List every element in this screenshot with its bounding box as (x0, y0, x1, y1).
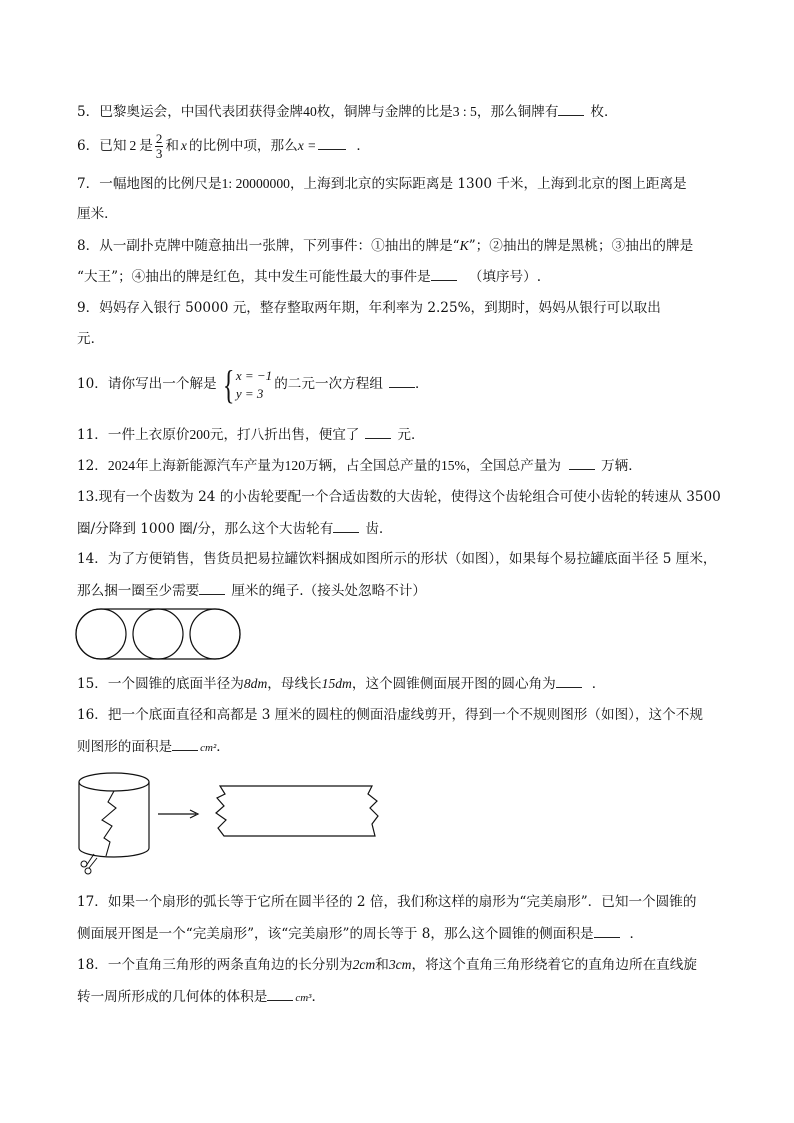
question-7-cont: 厘米． (77, 206, 118, 222)
scissors-icon (81, 854, 97, 874)
question-9: 9．妈妈存入银行 50000 元，整存整取两年期，年利率为 2.25%，到期时，妈妈从银行可以取出 (77, 300, 661, 316)
question-18-cont: 转一周所形成的几何体的体积是 cm³． (77, 986, 325, 1008)
question-11: 11．一件上衣原价200元，打八折出售，便宜了 元． (77, 424, 425, 445)
question-5: 5．巴黎奥运会，中国代表团获得金牌40枚，铜牌与金牌的比是3 : 5，那么铜牌有 枚． (77, 101, 618, 122)
cylinder-unroll-figure (72, 768, 392, 878)
answer-blank[interactable] (365, 424, 391, 439)
question-15: 15．一个圆锥的底面半径为8dm，母线长15dm，这个圆锥侧面展开图的圆心角为 ． (77, 673, 605, 694)
answer-blank[interactable] (172, 736, 198, 751)
question-6: 6．已知 2 是 $\frac{2}{3}$ 和 x 的比例中项，那么x = ． (77, 131, 370, 161)
answer-blank[interactable] (318, 135, 346, 150)
three-cans-figure (74, 606, 244, 664)
fraction: $\frac{2}{3}$ (155, 131, 163, 161)
answer-blank[interactable] (558, 101, 584, 116)
question-13-cont: 圈/分降到 1000 圈/分，那么这个大齿轮有 齿. (77, 518, 383, 539)
answer-blank[interactable] (594, 923, 620, 938)
equation-system: { x = −1 y = 3 (222, 361, 273, 407)
answer-blank[interactable] (569, 455, 595, 470)
answer-blank[interactable] (267, 986, 293, 1001)
question-8-cont: “大王”；④抽出的牌是红色，其中发生可能性最大的事件是 （填序号）. (77, 266, 541, 287)
question-9-cont: 元． (77, 331, 105, 347)
arrow-right-icon (158, 810, 198, 818)
question-7: 7．一幅地图的比例尺是1: 20000000，上海到北京的实际距离是 1300 千米，上海到北京的图上距离是 (77, 176, 687, 192)
question-18: 18．一个直角三角形的两条直角边的长分别为2cm和3cm，将这个直角三角形绕着它的直角边所在直线旋 (77, 957, 697, 973)
answer-blank[interactable] (556, 673, 582, 688)
question-14: 14．为了方便销售，售货员把易拉罐饮料捆成如图所示的形状（如图），如果每个易拉罐底面半径 5 厘米， (77, 551, 717, 567)
question-8: 8．从一副扑克牌中随意抽出一张牌，下列事件：①抽出的牌是“K”；②抽出的牌是黑桃；③抽出的牌是 (77, 238, 694, 254)
question-17: 17．如果一个扇形的弧长等于它所在圆半径的 2 倍，我们称这样的扇形为“完美扇形”．已知一个圆锥的 (77, 894, 697, 910)
answer-blank[interactable] (431, 266, 457, 281)
question-10: 10．请你写出一个解是 { x = −1 y = 3 的二元一次方程组 ． (77, 361, 429, 407)
question-14-cont: 那么捆一圈至少需要 厘米的绳子.（接头处忽略不计） (77, 580, 426, 601)
answer-blank[interactable] (333, 518, 359, 533)
question-12: 12．2024年上海新能源汽车产量为120万辆，占全国总产量的15%，全国总产量为 万辆． (77, 455, 642, 476)
brace-icon: { (222, 361, 235, 407)
answer-blank[interactable] (199, 580, 225, 595)
question-13: 13.现有一个齿数为 24 的小齿轮要配一个合适齿数的大齿轮，使得这个齿轮组合可使小齿轮的转速从 3500 (77, 489, 721, 505)
question-17-cont: 侧面展开图是一个“完美扇形”，该“完美扇形”的周长等于 8，那么这个圆锥的侧面积是 ． (77, 923, 643, 944)
question-16-cont: 则图形的面积是 cm²． (77, 736, 230, 758)
answer-blank[interactable] (389, 373, 415, 388)
question-16: 16．把一个底面直径和高都是 3 厘米的圆柱的侧面沿虚线剪开，得到一个不规则图形（如图），这个不规 (77, 707, 703, 723)
